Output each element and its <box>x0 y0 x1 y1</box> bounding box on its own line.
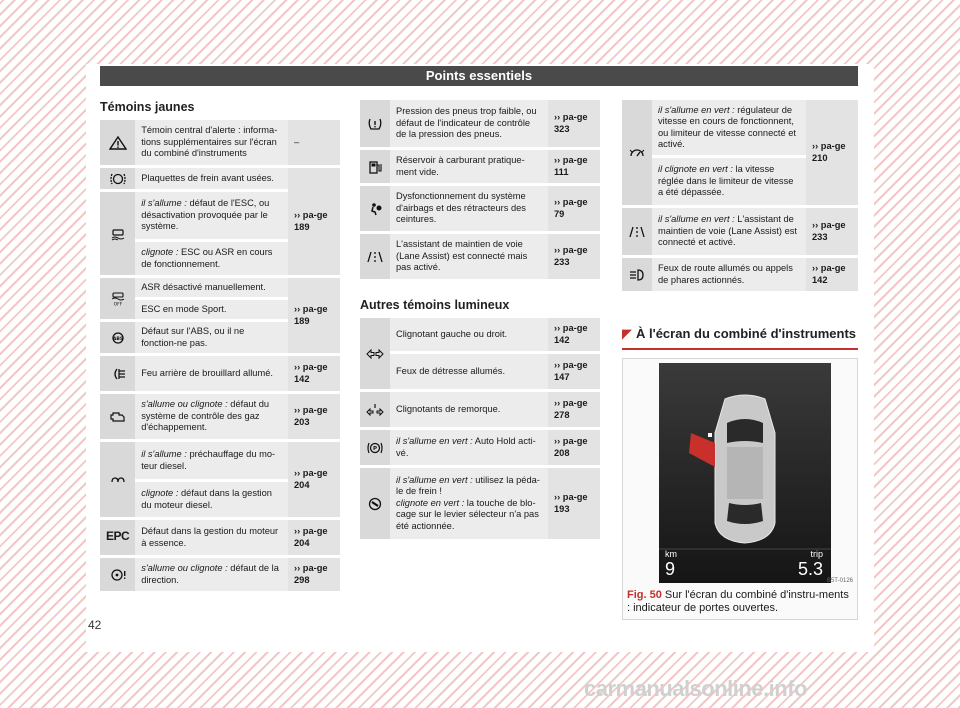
table-row <box>622 208 858 258</box>
tire-pressure-icon <box>360 100 390 150</box>
page-ref: ›› pa-ge 79 <box>548 186 600 234</box>
table-row <box>360 100 600 150</box>
steering-icon <box>100 558 135 594</box>
lane-assist-icon <box>360 234 390 282</box>
page-ref: ›› pa-ge 189 <box>288 278 340 356</box>
table-row <box>100 356 340 394</box>
row-text: il s'allume : défaut de l'ESC, ou désactivation provoquée par le système. <box>135 192 288 242</box>
page-ref: ›› pa-ge 208 <box>548 430 600 468</box>
row-text: L'assistant de maintien de voie (Lane Assist) est connecté mais pas activé. <box>390 234 548 282</box>
svg-text:P: P <box>372 445 378 452</box>
table-row <box>360 354 600 392</box>
row-text: Feu arrière de brouillard allumé. <box>135 356 288 394</box>
row-text: il s'allume : préchauffage du mo-teur diesel. <box>135 442 288 482</box>
watermark: carmanualsonline.info <box>584 676 807 701</box>
row-text: il s'allume en vert : L'assistant de maintien de voie (Lane Assist) est connecté et activé. <box>652 208 806 258</box>
row-text: Dysfonctionnement du système d'airbags et des rétracteurs des ceintures. <box>390 186 548 234</box>
epc-icon: EPC <box>100 520 135 558</box>
row-text: ESC en mode Sport. <box>135 300 288 322</box>
row-text: il clignote en vert : la vitesse réglée dans le limiteur de vitesse a été dépassée. <box>652 158 806 208</box>
turn-signal-icon <box>360 318 390 392</box>
row-text: il s'allume en vert : utilisez la péda-le de frein ! clignote en vert : la touche de blo-cage sur le levier sélecteur n'a pas été actionnée. <box>390 468 548 542</box>
row-text: Feux de détresse allumés. <box>390 354 548 392</box>
page-ref: ›› pa-ge 323 <box>548 100 600 150</box>
row-text: Clignotants de remorque. <box>390 392 548 430</box>
km-value: 9 <box>665 559 676 579</box>
row-text: Plaquettes de frein avant usées. <box>135 168 288 192</box>
row-text: il s'allume en vert : régulateur de vitesse en cours de fonctionnent, ou limiteur de vitesse connecté et activé. <box>652 100 806 158</box>
page-ref: ›› pa-ge 204 <box>288 442 340 520</box>
table-row <box>100 168 340 192</box>
rear-fog-icon <box>100 356 135 394</box>
yellow-table <box>100 120 340 594</box>
table-row <box>360 186 600 234</box>
instrument-cluster-display <box>659 363 831 583</box>
svg-text:ABS: ABS <box>112 336 123 342</box>
row-text: clignote : ESC ou ASR en cours de fonctionnement. <box>135 242 288 278</box>
cluster-heading: ◤ À l'écran du combiné d'instruments <box>622 326 858 350</box>
other-title: Autres témoins lumineux <box>360 298 510 312</box>
page-ref: ›› pa-ge 204 <box>288 520 340 558</box>
warning-triangle-icon <box>100 120 135 168</box>
page-ref: ›› pa-ge 298 <box>288 558 340 594</box>
page-ref: ›› pa-ge 142 <box>806 258 858 294</box>
svg-text:OFF: OFF <box>113 302 122 306</box>
table-row <box>100 278 340 300</box>
row-text: ASR désactivé manuellement. <box>135 278 288 300</box>
row-text: s'allume ou clignote : défaut de la direction. <box>135 558 288 594</box>
table-row <box>622 258 858 294</box>
table-row <box>622 100 858 158</box>
yellow-title: Témoins jaunes <box>100 100 195 114</box>
yellow-table-continued <box>360 100 600 282</box>
figure-code: B5T-0126 <box>826 578 853 584</box>
table-row <box>360 318 600 354</box>
lane-assist-active-icon <box>622 208 652 258</box>
page-ref: ›› pa-ge 142 <box>548 318 600 354</box>
row-text: Feux de route allumés ou appels de phares actionnés. <box>652 258 806 294</box>
trip-value: 5.3 <box>797 559 823 579</box>
table-row <box>360 150 600 186</box>
table-row <box>360 468 600 542</box>
table-row <box>360 392 600 430</box>
page-ref: ›› pa-ge 233 <box>548 234 600 282</box>
fuel-icon <box>360 150 390 186</box>
figure-caption: Fig. 50 Sur l'écran du combiné d'instru-ments : indicateur de portes ouvertes. <box>627 589 849 614</box>
table-row <box>100 394 340 442</box>
page-ref: ›› pa-ge 278 <box>548 392 600 430</box>
glow-plug-icon <box>100 442 135 520</box>
page-ref: ›› pa-ge 142 <box>288 356 340 394</box>
row-text: Défaut dans la gestion du moteur à essence. <box>135 520 288 558</box>
other-table-continued <box>622 100 858 294</box>
row-text: Clignotant gauche ou droit. <box>390 318 548 354</box>
esc-icon <box>100 192 135 278</box>
engine-icon <box>100 394 135 442</box>
page-ref: – <box>288 120 340 168</box>
page-ref: ›› pa-ge 203 <box>288 394 340 442</box>
table-row <box>100 120 340 168</box>
page-ref: ›› pa-ge 111 <box>548 150 600 186</box>
car-top-view <box>659 363 831 583</box>
row-text: Défaut sur l'ABS, ou il ne fonction-ne pas. <box>135 322 288 356</box>
row-text: s'allume ou clignote : défaut du système de contrôle des gaz d'échappement. <box>135 394 288 442</box>
figure-50 <box>622 358 858 620</box>
esc-off-icon <box>100 278 135 322</box>
speed-limiter-icon <box>622 100 652 208</box>
airbag-icon <box>360 186 390 234</box>
page-ref: ›› pa-ge 193 <box>548 468 600 542</box>
page-ref: ›› pa-ge 189 <box>288 168 340 278</box>
km-label: km <box>665 549 677 559</box>
row-text: Témoin central d'alerte : informa-tions supplémentaires sur l'écran du combiné d'instruments <box>135 120 288 168</box>
table-row <box>100 520 340 558</box>
page-number: 42 <box>88 618 102 632</box>
trailer-signal-icon <box>360 392 390 430</box>
page-ref: ›› pa-ge 233 <box>806 208 858 258</box>
row-text: il s'allume en vert : Auto Hold acti-vé. <box>390 430 548 468</box>
table-row <box>360 430 600 468</box>
trip-label: trip <box>810 549 823 559</box>
abs-icon <box>100 322 135 356</box>
row-text: clignote : défaut dans la gestion du moteur diesel. <box>135 482 288 520</box>
page-header: Points essentiels <box>100 66 858 86</box>
auto-hold-icon <box>360 430 390 468</box>
table-row <box>100 558 340 594</box>
other-table <box>360 318 600 542</box>
brake-pedal-icon <box>360 468 390 542</box>
high-beam-icon <box>622 258 652 294</box>
table-row <box>360 234 600 282</box>
page-ref: ›› pa-ge 147 <box>548 354 600 392</box>
row-text: Pression des pneus trop faible, ou défaut de l'indicateur de contrôle de la pression des pneus. <box>390 100 548 150</box>
brake-pads-icon <box>100 168 135 192</box>
row-text: Réservoir à carburant pratique-ment vide. <box>390 150 548 186</box>
page-ref: ›› pa-ge 210 <box>806 100 858 208</box>
table-row <box>100 442 340 482</box>
